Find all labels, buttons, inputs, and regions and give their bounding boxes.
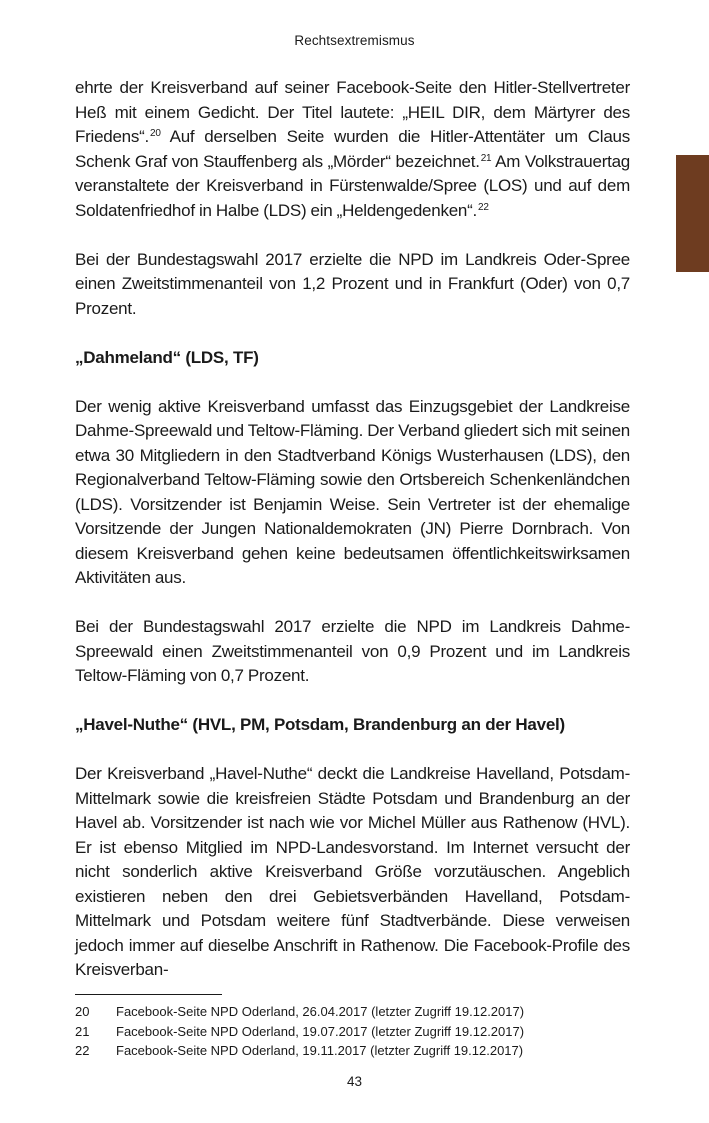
footnote: [75, 1002, 635, 1022]
footnote-divider: [75, 994, 222, 995]
footnotes: [75, 1002, 635, 1061]
main-text: [75, 76, 630, 983]
footnote-text: Facebook-Seite NPD Oderland, 19.07.2017 (letzter Zugriff 19.12.2017): [116, 1023, 525, 1039]
footnote: [75, 1022, 635, 1042]
running-header: Rechtsextremismus: [294, 33, 415, 48]
page-number: 43: [346, 1074, 363, 1089]
section-heading-havel-nuthe: „Havel-Nuthe“ (HVL, PM, Potsdam, Brandenburg an der Havel): [75, 715, 565, 734]
paragraph-4: Bei der Bundestagswahl 2017 erzielte die NPD im Landkreis Dahme-Spreewald einen Zweitstimmenanteil von 0,9 Prozent und im Landkreis Teltow-Fläming von 0,7 Prozent.: [75, 617, 630, 685]
paragraph-3: Der wenig aktive Kreisverband umfasst das Einzugsgebiet der Landkreise Dahme-Spreewald und Teltow-Fläming. Der Verband gliedert sich mit seinen etwa 30 Mitgliedern in den Stadtverband Königs Wusterhausen (LDS), den Regionalverband Teltow-Fläming sowie den Ortsbereich Schenkenländchen (LDS). Vorsitzender ist Benjamin Weise. Sein Vertreter ist der ehemalige Vorsitzende der Jungen Nationaldemokraten (JN) Pierre Dornbrach. Von diesem Kreisverband gehen keine bedeutsamen öffentlichkeitswirksamen Aktivitäten aus.: [75, 396, 630, 587]
paragraph-1: [75, 76, 630, 223]
footnote-ref-21: 21: [480, 152, 492, 164]
footnote-ref-22: 22: [478, 201, 489, 213]
footnote-text: Facebook-Seite NPD Oderland, 26.04.2017 (letzter Zugriff 19.12.2017): [116, 1004, 525, 1019]
section-heading-dahmeland: „Dahmeland“ (LDS, TF): [75, 347, 259, 367]
text-run: ehrte der Kreisverband auf seiner Facebook-Seite den Hitler-Stellvertreter Heß mit einem Gedicht. Der Titel lautete: „HEIL DIR, dem Märtyrer des Friedens“.: [75, 78, 630, 146]
text-run: Am Volkstrauertag veranstaltete der Kreisverband in Fürstenwalde/Spree (LOS) und auf dem Soldatenfriedhof in Halbe (LDS) ein „Heldengedenken“.: [75, 151, 631, 220]
paragraph-5: Der Kreisverband „Havel-Nuthe“ deckt die Landkreise Havelland, Potsdam-Mittelmark sowie die kreisfreien Städte Potsdam und Brandenburg an der Havel ab. Vorsitzender ist nach wie vor Michel Müller aus Rathenow (HVL). Er ist ebenso Mitglied im NPD-Landesvorstand. Im Internet versucht der nicht sonderlich aktive Kreisverband Größe vorzutäuschen. Angeblich existieren neben den drei Gebietsverbänden Havelland, Potsdam-Mittelmark und Potsdam weitere fünf Stadtverbände. Diese verweisen jedoch immer auf dieselbe Anschrift in Rathenow. Die Facebook-Profile des Kreisverban-: [75, 764, 630, 979]
footnote-number: 21: [75, 1023, 90, 1039]
text-run: Auf derselben Seite wurden die Hitler-Attentäter um Claus Schenk Graf von Stauffenberg als „Mörder“ bezeichnet.: [75, 127, 630, 171]
footnote-text: Facebook-Seite NPD Oderland, 19.11.2017 (letzter Zugriff 19.12.2017): [116, 1043, 524, 1058]
footnote-ref-20: 20: [150, 128, 161, 139]
footnote-number: 20: [75, 1004, 90, 1019]
paragraph-2: Bei der Bundestagswahl 2017 erzielte die NPD im Landkreis Oder-Spree einen Zweitstimmenanteil von 1,2 Prozent und in Frankfurt (Oder) von 0,7 Prozent.: [75, 249, 630, 318]
chapter-tab-marker: [676, 155, 709, 272]
footnote-number: 22: [75, 1043, 90, 1058]
footnote: [75, 1041, 635, 1061]
